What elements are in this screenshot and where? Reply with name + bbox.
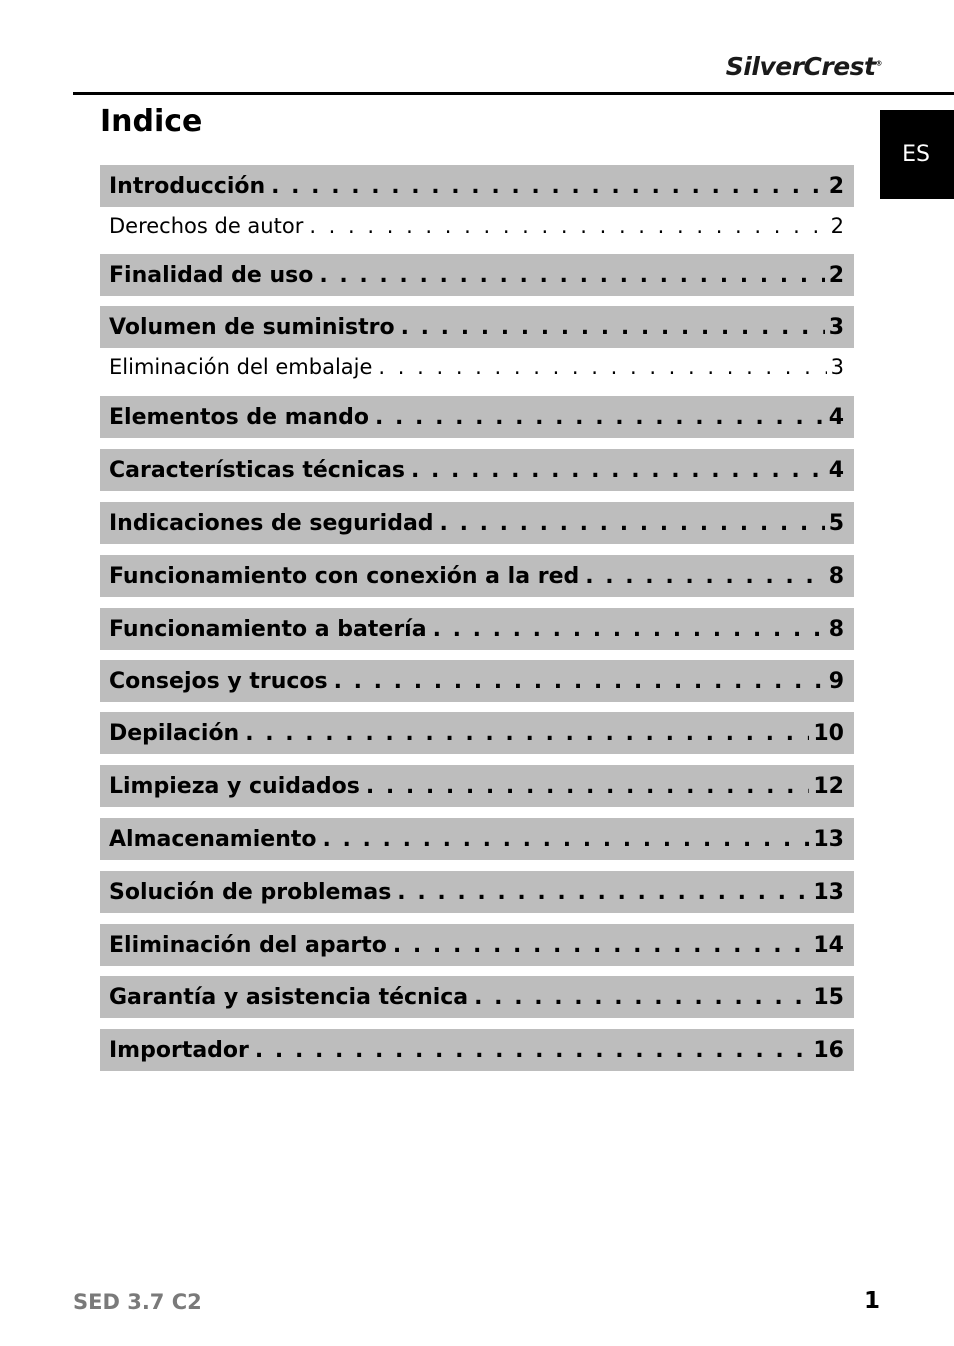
footer-model-number: SED 3.7 C2: [73, 1290, 202, 1314]
toc-entry-label: Características técnicas: [109, 457, 406, 483]
footer-page-number: 1: [863, 1288, 880, 1314]
toc-dot-leader: [378, 355, 826, 379]
toc-entry-label: Funcionamiento con conexión a la red: [109, 563, 580, 589]
toc-entry-label: Derechos de autor: [109, 214, 304, 238]
toc-entry-label: Funcionamiento a batería: [109, 616, 427, 642]
toc-entry-page: 15: [813, 984, 844, 1010]
toc-entry-label: Limpieza y cuidados: [109, 773, 360, 799]
toc-dot-leader: [401, 315, 825, 340]
toc-entry-label: Eliminación del embalaje: [109, 355, 373, 379]
language-tab-label: ES: [902, 142, 930, 167]
toc-dot-leader: [411, 458, 825, 483]
toc-entry-page: 13: [813, 879, 844, 905]
toc-entry[interactable]: [100, 712, 854, 754]
toc-entry[interactable]: [100, 871, 854, 913]
toc-entry[interactable]: [100, 555, 854, 597]
toc-dot-leader: [474, 985, 809, 1010]
toc-entry-page: 13: [813, 826, 844, 852]
page-title: Indice: [100, 104, 203, 139]
toc-dot-leader: [440, 511, 825, 536]
toc-entry[interactable]: [100, 765, 854, 807]
toc-dot-leader: [309, 214, 826, 238]
toc-entry-page: 12: [813, 773, 844, 799]
toc-entry-label: Consejos y trucos: [109, 668, 328, 694]
toc-dot-leader: [433, 617, 825, 642]
toc-entry[interactable]: [100, 502, 854, 544]
toc-entry-page: 8: [828, 563, 844, 589]
toc-entry[interactable]: [100, 976, 854, 1018]
toc-entry-label: Finalidad de uso: [109, 262, 314, 288]
toc-entry-page: 14: [813, 932, 844, 958]
toc-entry[interactable]: [100, 660, 854, 702]
toc-entry-label: Garantía y asistencia técnica: [109, 984, 469, 1010]
brand-logo: [726, 52, 882, 81]
toc-entry-page: 16: [813, 1037, 844, 1063]
toc-entry-label: Depilación: [109, 720, 240, 746]
toc-dot-leader: [245, 721, 809, 746]
registered-mark: ®: [875, 59, 882, 68]
toc-dot-leader: [319, 263, 824, 288]
toc-entry[interactable]: [100, 306, 854, 348]
toc-entry-page: 4: [828, 457, 844, 483]
toc-entry[interactable]: [100, 818, 854, 860]
toc-entry-label: Indicaciones de seguridad: [109, 510, 434, 536]
toc-entry-page: 10: [813, 720, 844, 746]
toc-dot-leader: [375, 405, 825, 430]
toc-subentry[interactable]: [100, 348, 854, 386]
toc-dot-leader: [585, 564, 824, 589]
toc-entry-label: Eliminación del aparto: [109, 932, 387, 958]
toc-entry-label: Introducción: [109, 173, 266, 199]
header-rule: [73, 92, 954, 95]
toc-entry[interactable]: [100, 608, 854, 650]
toc-entry[interactable]: [100, 165, 854, 207]
toc-entry[interactable]: [100, 1029, 854, 1071]
brand-name: SilverCrest: [725, 52, 876, 81]
toc-entry-page: 9: [828, 668, 844, 694]
toc-entry[interactable]: [100, 396, 854, 438]
toc-entry[interactable]: [100, 924, 854, 966]
toc-entry-page: 3: [828, 314, 844, 340]
toc-dot-leader: [255, 1038, 809, 1063]
toc-entry-label: Solución de problemas: [109, 879, 392, 905]
toc-entry-page: 3: [830, 355, 844, 379]
toc-entry-page: 4: [828, 404, 844, 430]
toc-entry-page: 2: [828, 262, 844, 288]
toc-entry-page: 2: [830, 214, 844, 238]
toc-dot-leader: [393, 933, 809, 958]
toc-entry-label: Elementos de mando: [109, 404, 370, 430]
toc-entry-page: 8: [828, 616, 844, 642]
toc-entry-label: Volumen de suministro: [109, 314, 395, 340]
language-tab[interactable]: [880, 110, 954, 199]
toc-entry[interactable]: [100, 449, 854, 491]
toc-dot-leader: [323, 827, 810, 852]
toc-entry-page: 2: [828, 173, 844, 199]
toc-entry-label: Importador: [109, 1037, 249, 1063]
toc-dot-leader: [334, 669, 825, 694]
toc-dot-leader: [271, 174, 825, 199]
toc-subentry[interactable]: [100, 207, 854, 245]
toc-entry-page: 5: [828, 510, 844, 536]
toc-entry[interactable]: [100, 254, 854, 296]
toc-dot-leader: [397, 880, 809, 905]
toc-dot-leader: [366, 774, 810, 799]
toc-entry-label: Almacenamiento: [109, 826, 317, 852]
